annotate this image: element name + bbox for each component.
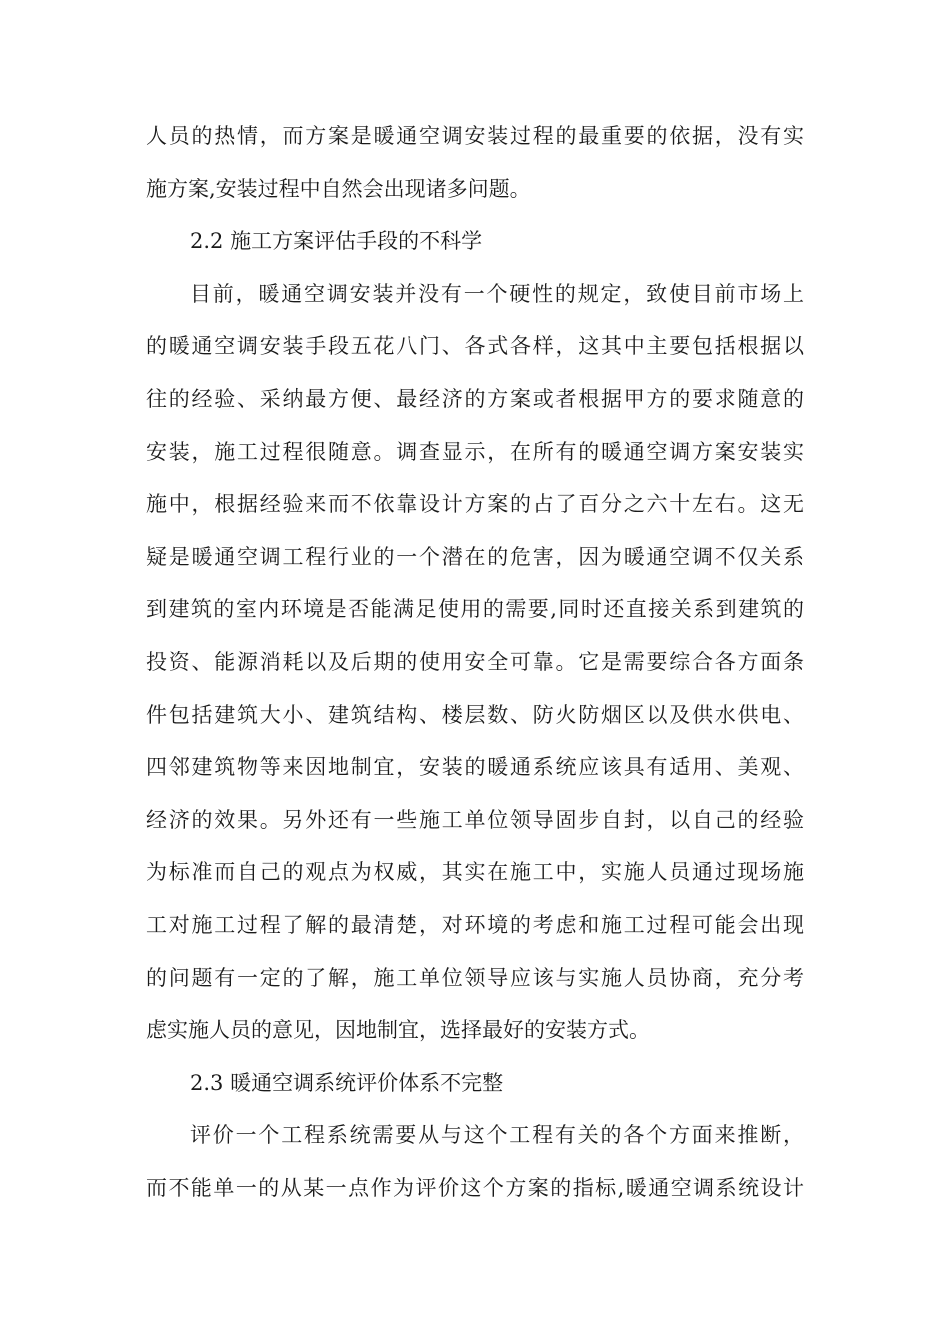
text-line: 经济的效果。另外还有一些施工单位领导固步自封，以自己的经验 bbox=[146, 807, 804, 832]
text-line: 目前，暖通空调安装并没有一个硬性的规定，致使目前市场上 bbox=[190, 281, 804, 306]
text-line: 安装，施工过程很随意。调查显示，在所有的暖通空调方案安装实 bbox=[146, 439, 804, 464]
text-line: 为标准而自己的观点为权威，其实在施工中，实施人员通过现场施 bbox=[146, 860, 804, 885]
text-line: 到建筑的室内环境是否能满足使用的需要,同时还直接关系到建筑的 bbox=[146, 597, 804, 622]
text-line: 疑是暖通空调工程行业的一个潜在的危害，因为暖通空调不仅关系 bbox=[146, 544, 804, 569]
section-heading-text: 2.2 施工方案评估手段的不科学 bbox=[190, 229, 483, 254]
text-line: 人员的热情，而方案是暖通空调安装过程的最重要的依据，没有实 bbox=[146, 124, 804, 148]
text-line: 工对施工过程了解的最清楚，对环境的考虑和施工过程可能会出现 bbox=[146, 912, 804, 937]
text-line: 件包括建筑大小、建筑结构、楼层数、防火防烟区以及供水供电、 bbox=[146, 702, 804, 727]
text-line: 的暖通空调安装手段五花八门、各式各样，这其中主要包括根据以 bbox=[146, 334, 804, 359]
text-line: 施中，根据经验来而不依靠设计方案的占了百分之六十左右。这无 bbox=[146, 492, 804, 517]
text-line: 的问题有一定的了解，施工单位领导应该与实施人员协商，充分考 bbox=[146, 965, 804, 990]
document-body bbox=[146, 110, 804, 1214]
text-line: 四邻建筑物等来因地制宜，安装的暖通系统应该具有适用、美观、 bbox=[146, 755, 804, 780]
section-heading bbox=[146, 1057, 804, 1110]
paragraph bbox=[146, 110, 804, 215]
paragraph bbox=[146, 1109, 804, 1214]
text-line: 评价一个工程系统需要从与这个工程有关的各个方面来推断， bbox=[190, 1123, 804, 1148]
text-line: 虑实施人员的意见，因地制宜，选择最好的安装方式。 bbox=[146, 1018, 650, 1043]
text-line: 施方案,安装过程中自然会出现诸多问题。 bbox=[146, 176, 531, 201]
text-line: 往的经验、采纳最方便、最经济的方案或者根据甲方的要求随意的 bbox=[146, 386, 804, 411]
section-heading bbox=[146, 215, 804, 268]
text-line: 投资、能源消耗以及后期的使用安全可靠。它是需要综合各方面条 bbox=[146, 649, 804, 674]
text-line: 而不能单一的从某一点作为评价这个方案的指标,暖通空调系统设计 bbox=[146, 1175, 804, 1200]
section-heading-text: 2.3 暖通空调系统评价体系不完整 bbox=[190, 1070, 504, 1095]
paragraph bbox=[146, 268, 804, 1057]
